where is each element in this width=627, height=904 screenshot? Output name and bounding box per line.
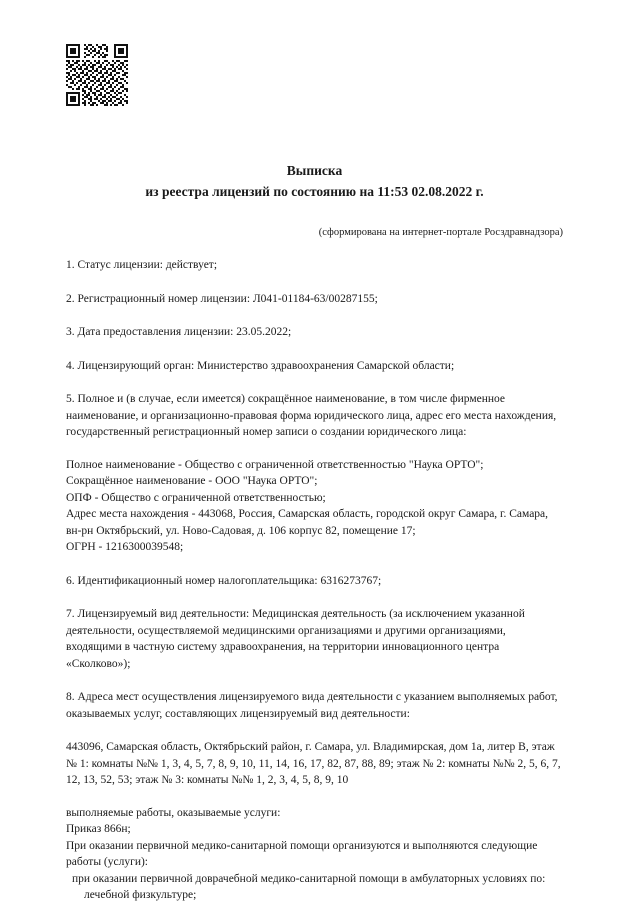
title-line-1: Выписка bbox=[286, 163, 343, 178]
clause-1-status: 1. Статус лицензии: действует; bbox=[66, 259, 218, 271]
document-title bbox=[66, 160, 563, 202]
activity-address-detail: 443096, Самарская область, Октябрьский район, г. Самара, ул. Владимирская, дом 1а, литер В, этаж № 1: комнаты №№ 1, 3, 4, 5, 7, 8, 9, 10, 11, 14, 16, 17, 82, 87, 88, 89; этаж № 2: комнаты №№ 2, 5, 6, 7, 12, 13, 52, 53; этаж № 3: комнаты №№ 1, 2, 3, 4, 5, 8, 9, 10 bbox=[66, 741, 561, 786]
qr-code-svg bbox=[66, 44, 128, 106]
clause-3-issue-date: 3. Дата предоставления лицензии: 23.05.2022; bbox=[66, 326, 292, 338]
entity-ogrn: ОГРН - 1216300039548; bbox=[66, 541, 184, 553]
clause-8-activity-addresses: 8. Адреса мест осуществления лицензируемого вида деятельности с указанием выполняемых работ, оказываемых услуг, составляющих лицензируемый вид деятельности: bbox=[66, 691, 558, 720]
clause-5-entity-names: 5. Полное и (в случае, если имеется) сокращённое наименование, в том числе фирменное наименование, и организационно-правовая форма юридического лица, адрес его места нахождения, государственный регистрационный номер записи о создании юридического лица: bbox=[66, 393, 557, 438]
entity-details-block bbox=[66, 457, 563, 556]
title-line-2: из реестра лицензий по состоянию на 11:53 02.08.2022 г. bbox=[145, 184, 484, 199]
primary-care-intro: При оказании первичной медико-санитарной помощи организуются и выполняются следующие работы (услуги): bbox=[66, 839, 538, 868]
entity-short-name: Сокращённое наименование - ООО "Наука ОРТО"; bbox=[66, 475, 318, 487]
clause-7-activity-type: 7. Лицензируемый вид деятельности: Медицинская деятельность (за исключением указанной деятельности, осуществляемой медицинскими организациями и другими организациями, входящими в частную систему здравоохранения, на территории инновационного центра «Сколково»); bbox=[66, 608, 525, 670]
order-reference: Приказ 866н; bbox=[66, 823, 131, 835]
entity-full-name: Полное наименование - Общество с ограниченной ответственностью "Наука ОРТО"; bbox=[66, 458, 484, 471]
works-services-header: выполняемые работы, оказываемые услуги: bbox=[66, 806, 281, 819]
clause-2-registration-number: 2. Регистрационный номер лицензии: Л041-01184-63/00287155; bbox=[66, 292, 378, 305]
entity-legal-form: ОПФ - Общество с ограниченной ответственностью; bbox=[66, 491, 326, 504]
service-subitem-outpatient: при оказании первичной доврачебной медико-санитарной помощи в амбулаторных условиях по: bbox=[72, 872, 546, 885]
qr-code-icon bbox=[66, 44, 128, 106]
document-content bbox=[66, 160, 563, 904]
service-subitem-physiotherapy: лечебной физкультуре; bbox=[84, 889, 197, 901]
entity-address: Адрес места нахождения - 443068, Россия, Самарская область, городской округ Самара, г. Самара, вн-рн Октябрьский, ул. Ново-Садовая, д. 106 корпус 82, помещение 17; bbox=[66, 508, 549, 537]
clause-6-inn: 6. Идентификационный номер налогоплательщика: 6316273767; bbox=[66, 574, 382, 587]
formed-note: (сформирована на интернет-портале Росздравнадзора) bbox=[318, 227, 563, 238]
clause-4-licensing-authority: 4. Лицензирующий орган: Министерство здравоохранения Самарской области; bbox=[66, 359, 455, 372]
